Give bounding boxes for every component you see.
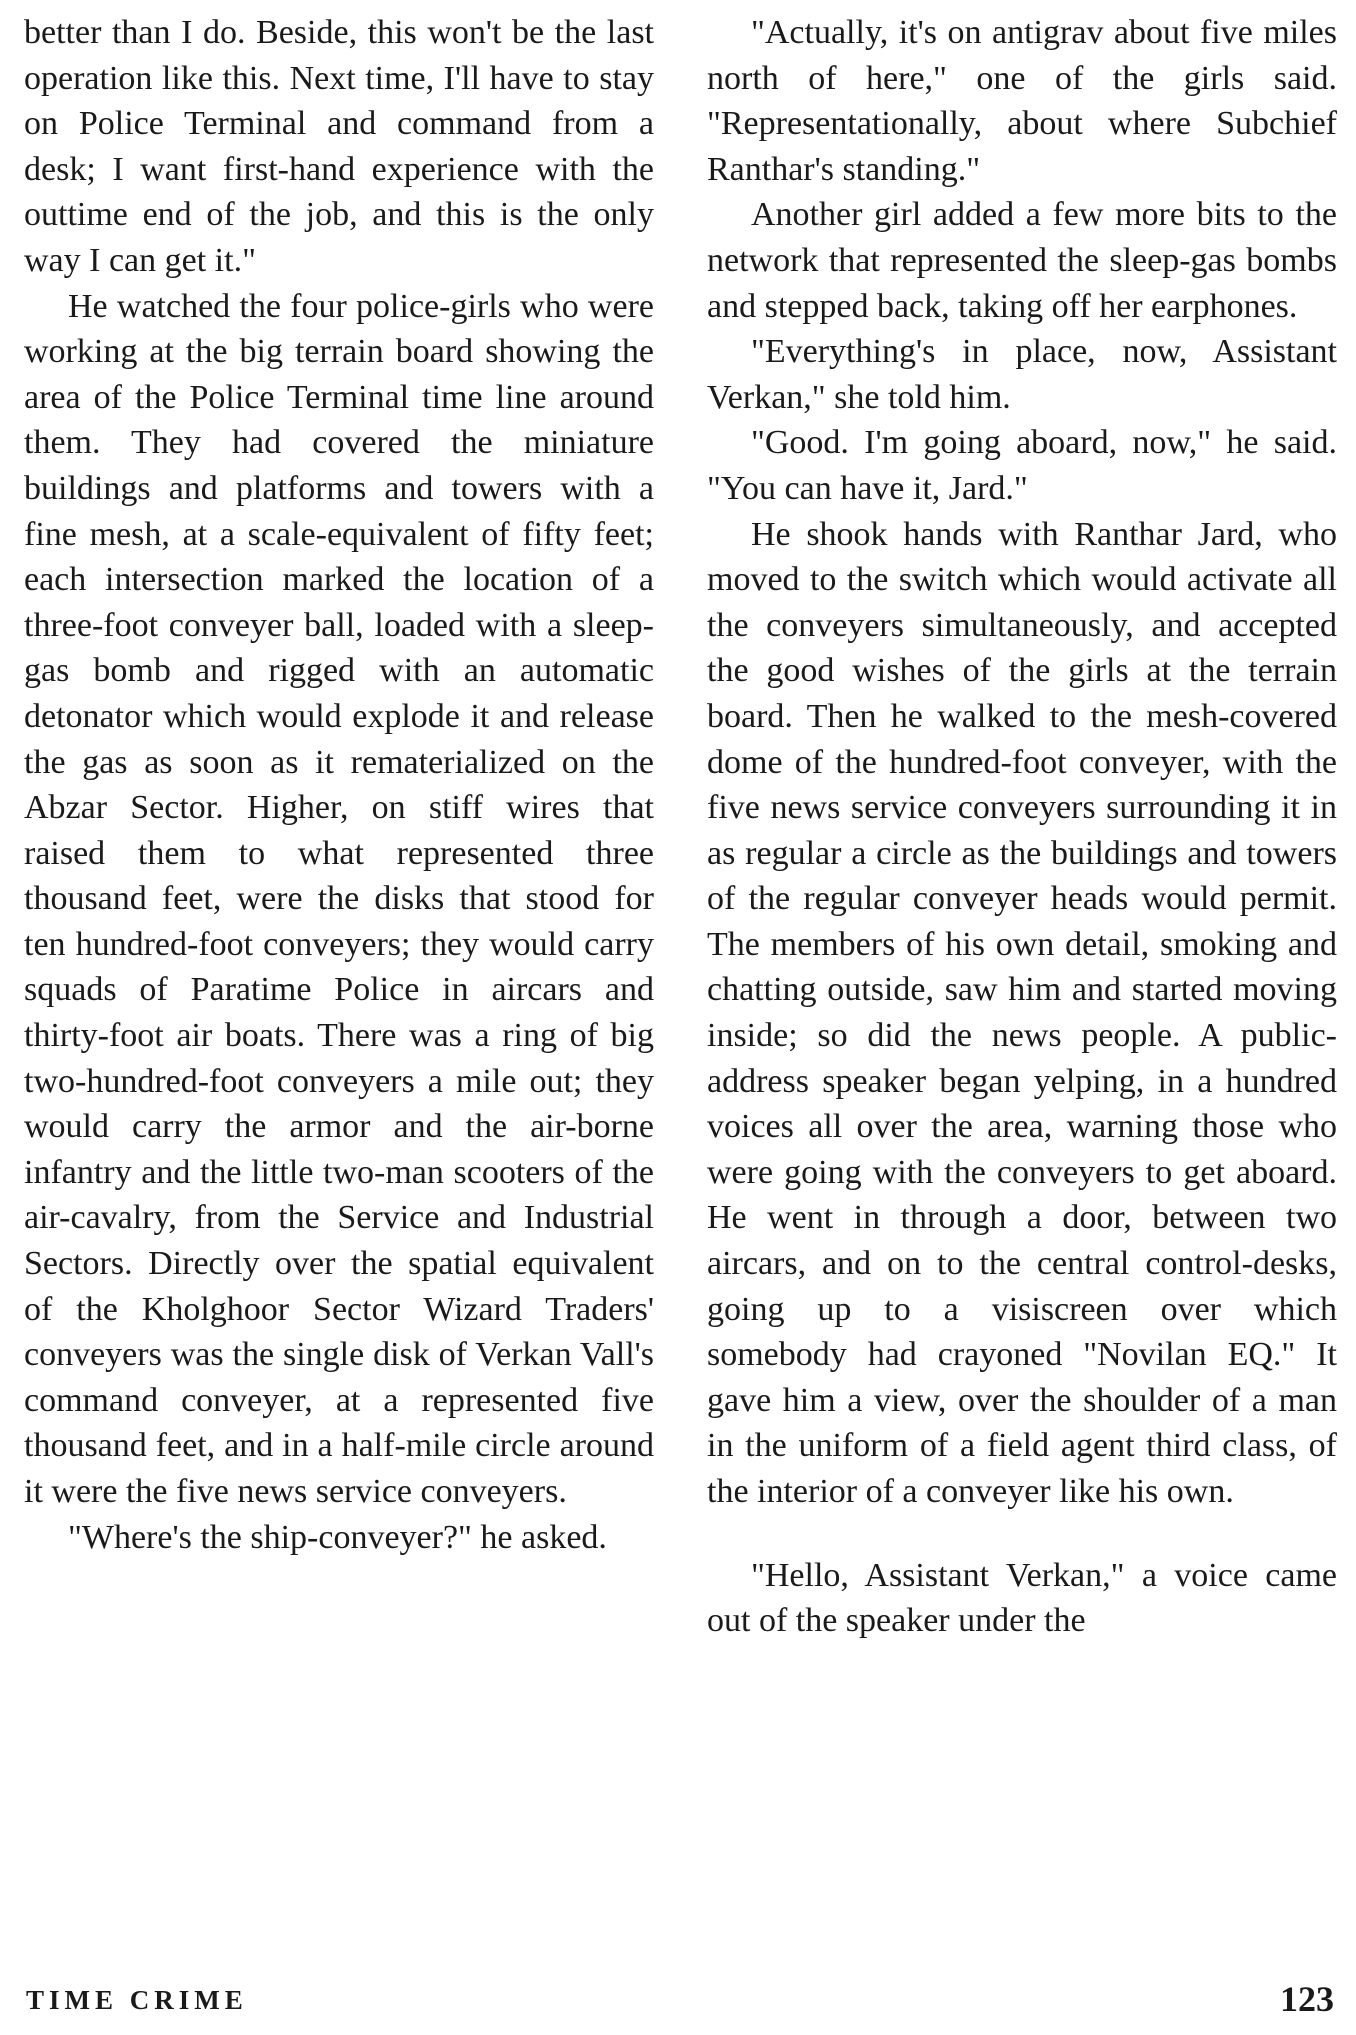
paragraph: "Good. I'm going aboard, now," he said. "You can have it, Jard." [707, 424, 1337, 507]
page-number: 123 [1280, 1979, 1334, 2019]
right-text-column [707, 10, 1337, 1644]
paragraph: Another girl added a few more bits to the network that represented the sleep-gas bombs and stepped back, taking off her earphones. [707, 196, 1337, 325]
running-title: TIME CRIME [26, 1985, 248, 2015]
left-text-column [24, 10, 654, 1560]
paragraph: He shook hands with Ranthar Jard, who moved to the switch which would activate all the conveyers simultaneously, and accepted the good wishes of the girls at the terrain board. Then he walked to the mesh-covered dome of the hundred-foot conveyer, with the five news service conveyers surrounding it in as regular a circle as the buildings and towers of the regular conveyer heads would permit. The members of his own detail, smoking and chatting outside, saw him and started moving inside; so did the news people. A public-address speaker began yelping, in a hundred voices all over the area, warning those who were going with the conveyers to get aboard. He went in through a door, between two aircars, and on to the central control-desks, going up to a visiscreen over which somebody had crayoned "Novilan EQ." It gave him a view, over the shoulder of a man in the uniform of a field agent third class, of the interior of a conveyer like his own. [707, 515, 1337, 1510]
paragraph: He watched the four police-girls who were working at the big terrain board showing the area of the Police Terminal time line around them. They had covered the miniature buildings and platforms and towers with a fine mesh, at a scale-equivalent of fifty feet; each intersection marked the location of a three-foot conveyer ball, loaded with a sleep-gas bomb and rigged with an automatic detonator which would explode it and release the gas as soon as it rematerialized on the Abzar Sector. Higher, on stiff wires that raised them to what represented three thousand feet, were the disks that stood for ten hundred-foot conveyers; they would carry squads of Paratime Police in aircars and thirty-foot air boats. There was a ring of big two-hundred-foot conveyers a mile out; they would carry the armor and the air-borne infantry and the little two-man scooters of the air-cavalry, from the Service and Industrial Sectors. Directly over the spatial equivalent of the Kholghoor Sector Wizard Traders' conveyers was the single disk of Verkan Vall's command conveyer, at a represented five thousand feet, and in a half-mile circle around it were the five news service conveyers. [24, 287, 654, 1510]
paragraph: "Where's the ship-conveyer?" he asked. [68, 1518, 607, 1556]
paragraph: "Everything's in place, now, Assistant Verkan," she told him. [707, 333, 1337, 416]
paragraph: "Actually, it's on antigrav about five miles north of here," one of the girls said. "Representationally, about where Subchief Ranthar's standing." [707, 14, 1337, 188]
paragraph: "Hello, Assistant Verkan," a voice came out of the speaker under the [707, 1556, 1337, 1640]
paragraph: better than I do. Beside, this won't be the last operation like this. Next time, I'll have to stay on Police Terminal and command from a desk; I want first-hand experience with the outtime end of the job, and this is the only way I can get it." [24, 14, 654, 279]
